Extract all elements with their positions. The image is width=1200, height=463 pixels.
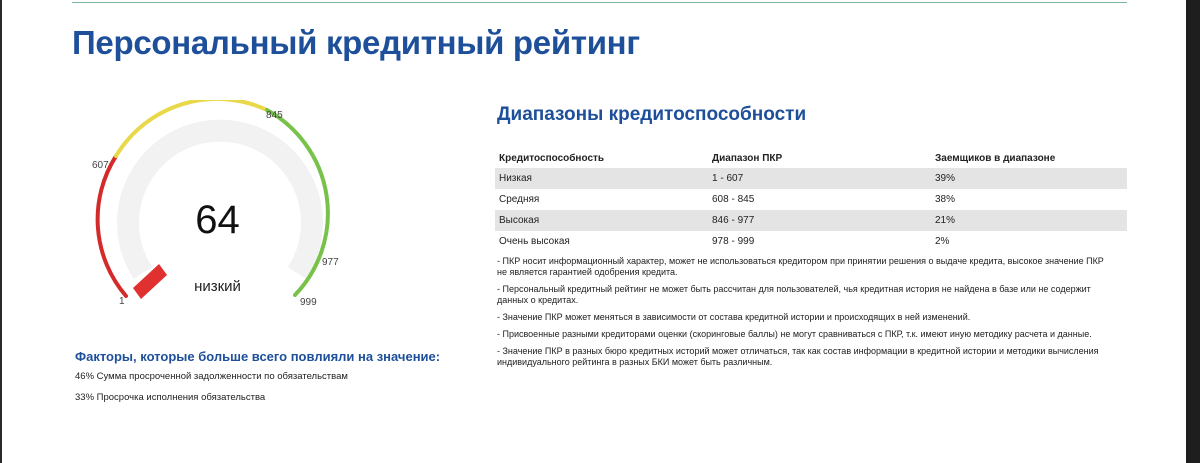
table-cell: Очень высокая [499, 236, 570, 247]
factor-item: 33% Просрочка исполнения обязательства [75, 392, 266, 403]
table-row [495, 210, 1127, 231]
credit-score-value: 64 [195, 198, 240, 242]
page-title: Персональный кредитный рейтинг [72, 24, 640, 61]
window-left-border [0, 0, 2, 463]
credit-score-level: низкий [194, 278, 241, 295]
table-cell: 846 - 977 [708, 210, 931, 231]
table-row [495, 231, 1127, 252]
factors-title: Факторы, которые больше всего повлияли на значение: [75, 349, 441, 364]
table-cell: 608 - 845 [712, 194, 755, 205]
window-right-border [1186, 0, 1200, 463]
ranges-table [495, 148, 1127, 252]
gauge-tick-977: 977 [322, 257, 339, 268]
note-item: - ПКР носит информационный характер, может не использоваться кредитором при принятии решения о выдаче кредита, высокое значение ПКР не является гарантией одобрения кредита. [497, 256, 1104, 277]
credit-score-gauge [92, 100, 345, 315]
gauge-tick-845: 845 [266, 110, 283, 121]
table-cell: 21% [931, 210, 1127, 231]
gauge-tick-min: 1 [119, 296, 125, 307]
table-cell: Высокая [495, 210, 708, 231]
table-header-cell: Диапазон ПКР [712, 152, 783, 164]
table-cell: 1 - 607 [708, 168, 931, 189]
top-divider [72, 2, 1127, 3]
notes-list [497, 256, 1107, 374]
note-item: - Присвоенные разными кредиторами оценки (скоринговые баллы) не могут сравниваться с ПКР, т.к. имеют иную методику расчета и данные. [497, 329, 1092, 339]
table-cell: 39% [931, 168, 1127, 189]
table-cell: 978 - 999 [712, 236, 755, 247]
table-cell: Средняя [499, 194, 540, 205]
table-cell: 38% [935, 194, 956, 205]
table-header-cell: Заемщиков в диапазоне [935, 152, 1056, 164]
factor-item: 46% Сумма просроченной задолженности по обязательствам [75, 371, 348, 382]
note-item: - Персональный кредитный рейтинг не может быть рассчитан для пользователей, чья кредитная история не найдена в базе или не содержит данных о кредитах. [497, 284, 1091, 305]
table-row [495, 168, 1127, 189]
table-header-row [495, 148, 1127, 168]
note-item: - Значение ПКР в разных бюро кредитных историй может отличаться, так как состав информации в кредитной истории и методики вычисления индивидуального рейтинга в разных БКИ может быть различным. [497, 346, 1099, 367]
ranges-title: Диапазоны кредитоспособности [497, 104, 807, 125]
table-header-cell: Кредитоспособность [499, 152, 605, 164]
gauge-tick-607: 607 [92, 160, 109, 171]
note-item: - Значение ПКР может меняться в зависимости от состава кредитной истории и происходящих в ней изменений. [497, 312, 971, 322]
gauge-tick-max: 999 [300, 297, 317, 308]
table-cell: 2% [935, 236, 950, 247]
table-cell: Низкая [495, 168, 708, 189]
table-row [495, 189, 1127, 210]
